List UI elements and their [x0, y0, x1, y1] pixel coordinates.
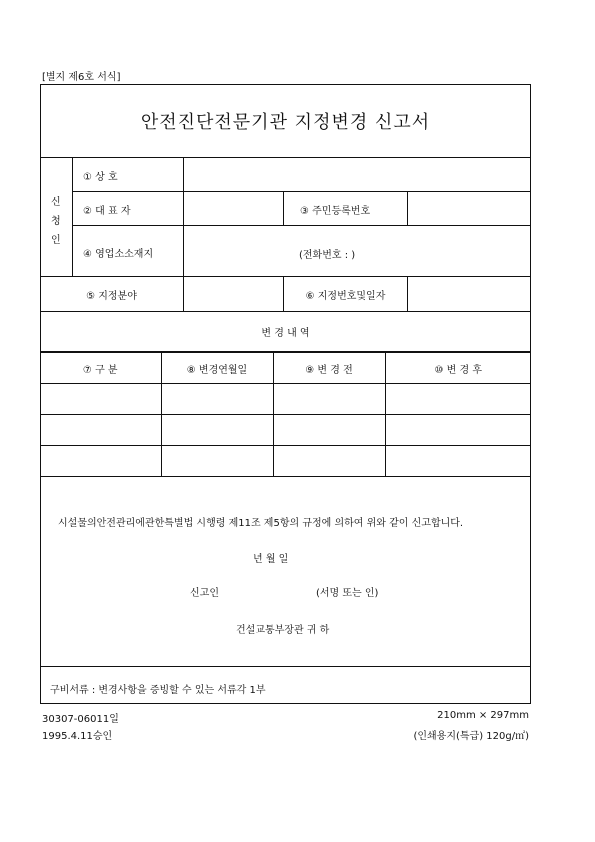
field-field[interactable] — [186, 279, 282, 309]
row-designation — [40, 276, 531, 312]
column-header-before: ⑨ 변 경 전 — [273, 353, 385, 384]
changes-table — [40, 352, 531, 477]
field-label: ⑤ 지정분야 — [86, 290, 137, 302]
table-cell[interactable] — [273, 415, 385, 446]
table-cell[interactable] — [385, 415, 531, 446]
applicant-section — [40, 158, 531, 276]
applicant-label-char-3: 인 — [51, 235, 61, 246]
attachments-text: 구비서류 : 변경사항을 증빙할 수 있는 서류각 1부 — [50, 685, 266, 696]
signer-sign-label: (서명 또는 인) — [316, 588, 379, 599]
table-cell[interactable] — [40, 384, 161, 415]
column-header-change-date: ⑧ 변경연월일 — [161, 353, 273, 384]
table-cell[interactable] — [385, 446, 531, 477]
table-cell[interactable] — [161, 384, 273, 415]
changes-header-row — [40, 312, 531, 352]
applicant-label-char-1: 신 — [51, 197, 61, 208]
declaration-text: 시설물의안전관리에관한특별법 시행령 제11조 제5항의 규정에 의하여 위와 같이 신고합니다. — [58, 518, 464, 529]
table-cell[interactable] — [161, 415, 273, 446]
name-field[interactable] — [185, 160, 525, 188]
changes-header: 변 경 내 역 — [261, 328, 310, 339]
table-cell[interactable] — [273, 446, 385, 477]
form-code: 30307-06011일 — [42, 714, 119, 725]
rrn-field[interactable] — [409, 194, 527, 222]
paper-spec: (인쇄용지(특급) 120g/㎡) — [413, 731, 529, 742]
address-label: ④ 영업소소재지 — [83, 249, 154, 260]
table-cell[interactable] — [161, 446, 273, 477]
phone-label: (전화번호 : ) — [299, 250, 356, 261]
attachments-row — [40, 666, 531, 704]
declaration-section — [40, 476, 531, 666]
date-no-label: ⑥ 지정번호및일자 — [305, 290, 386, 302]
applicant-label-char-2: 청 — [51, 216, 61, 227]
rrn-label: ③ 주민등록번호 — [300, 206, 371, 217]
table-row — [40, 446, 531, 477]
paper-size: 210mm × 297mm — [437, 710, 529, 721]
title-box — [40, 84, 531, 158]
date-line: 년 월 일 — [253, 554, 289, 565]
table-cell[interactable] — [385, 384, 531, 415]
table-cell[interactable] — [40, 415, 161, 446]
row-representative — [73, 192, 531, 226]
column-header-after: ⑩ 변 경 후 — [385, 353, 531, 384]
addressee: 건설교통부장관 귀 하 — [236, 625, 330, 636]
table-row — [40, 415, 531, 446]
row-name — [73, 158, 531, 192]
signer-label: 신고인 — [190, 588, 219, 599]
table-cell[interactable] — [273, 384, 385, 415]
date-no-field[interactable] — [410, 279, 528, 309]
form-number-label: [별지 제6호 서식] — [42, 72, 121, 83]
table-cell[interactable] — [40, 446, 161, 477]
form-title: 안전진단전문기관 지정변경 신고서 — [140, 111, 431, 133]
approval-date: 1995.4.11승인 — [42, 731, 113, 742]
applicant-label-column — [40, 158, 73, 276]
row-address — [73, 226, 531, 276]
column-header-category: ⑦ 구 분 — [40, 353, 161, 384]
representative-label: ② 대 표 자 — [83, 206, 131, 217]
name-label: ① 상 호 — [83, 172, 118, 183]
changes-table-header — [40, 353, 531, 384]
table-row — [40, 384, 531, 415]
